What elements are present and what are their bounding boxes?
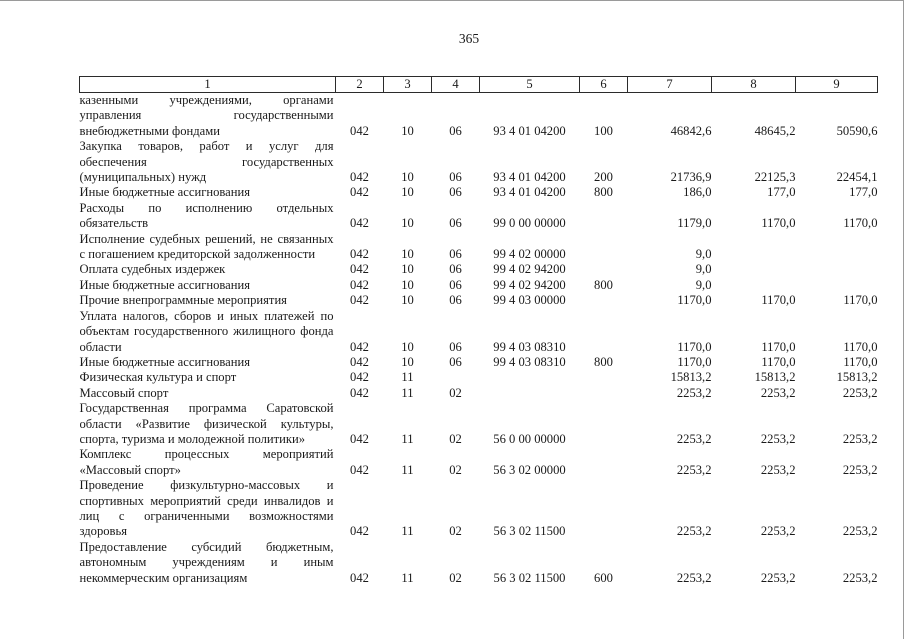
row-cell-c2: 042 — [350, 216, 369, 231]
row-name-cell: Иные бюджетные ассигнования — [79, 185, 251, 200]
row-cell-c6 — [580, 309, 628, 355]
row-cell-c5: 93 4 01 04200 — [493, 185, 566, 200]
table-row — [80, 370, 878, 385]
row-cell-c4: 06 — [449, 170, 462, 185]
col-header-1: 1 — [80, 77, 336, 93]
row-cell-c5: 93 4 01 04200 — [493, 123, 566, 138]
row-cell-c3: 10 — [401, 170, 414, 185]
table-body — [80, 93, 878, 587]
row-cell-c6 — [580, 232, 628, 263]
col-header-3: 3 — [384, 77, 432, 93]
row-cell-c4 — [432, 370, 480, 385]
row-cell-c8: 2253,2 — [760, 431, 796, 446]
table-row — [80, 185, 878, 200]
row-name-cell: Комплекс процессных мероприятий «Массовый спорт» — [79, 447, 334, 477]
row-cell-c6 — [580, 201, 628, 232]
row-cell-c5: 99 0 00 00000 — [493, 216, 566, 231]
row-cell-c7: 9,0 — [695, 247, 712, 262]
row-name-cell: казенными учреждениями, органами управления государственными внебюджетными фондами — [79, 93, 334, 138]
row-cell-c6 — [580, 262, 628, 277]
table-row — [80, 447, 878, 478]
row-cell-c6: 600 — [594, 570, 613, 585]
header-row — [80, 77, 878, 93]
row-cell-c8: 2253,2 — [760, 570, 796, 585]
table-row — [80, 139, 878, 185]
row-cell-c6 — [580, 293, 628, 308]
row-cell-c4: 06 — [449, 262, 462, 277]
table-row — [80, 278, 878, 293]
row-cell-c4: 06 — [449, 339, 462, 354]
row-cell-c6 — [580, 401, 628, 447]
row-cell-c9: 2253,2 — [842, 385, 878, 400]
row-cell-c5: 93 4 01 04200 — [493, 170, 566, 185]
row-cell-c2: 042 — [350, 385, 369, 400]
row-cell-c9: 1170,0 — [843, 216, 878, 231]
row-name-cell: Расходы по исполнению отдельных обязательств — [79, 200, 334, 231]
row-cell-c4: 02 — [449, 385, 462, 400]
row-cell-c5: 56 0 00 00000 — [493, 431, 566, 446]
row-cell-c8 — [712, 232, 796, 263]
row-cell-c8 — [712, 262, 796, 277]
table-row — [80, 401, 878, 447]
row-cell-c4: 02 — [449, 524, 462, 539]
row-cell-c4: 06 — [449, 123, 462, 138]
table-row — [80, 355, 878, 370]
table-row — [80, 386, 878, 401]
row-cell-c9: 1170,0 — [843, 339, 878, 354]
row-cell-c5: 99 4 03 08310 — [493, 354, 566, 369]
row-name-cell: Государственная программа Саратовской области «Развитие физической культуры, спорта, туризма и молодежной политики» — [79, 401, 334, 446]
row-cell-c2: 042 — [350, 262, 369, 277]
col-header-6: 6 — [580, 77, 628, 93]
row-cell-c7: 1179,0 — [677, 216, 712, 231]
row-cell-c5: 99 4 03 08310 — [493, 339, 566, 354]
row-cell-c7: 46842,6 — [670, 123, 712, 138]
row-name-cell: Физическая культура и спорт — [79, 370, 237, 385]
row-cell-c4: 06 — [449, 185, 462, 200]
row-cell-c2: 042 — [350, 462, 369, 477]
row-cell-c8: 15813,2 — [754, 370, 796, 385]
table-row — [80, 232, 878, 263]
row-cell-c2: 042 — [350, 170, 369, 185]
row-cell-c6: 100 — [594, 123, 613, 138]
row-cell-c4: 02 — [449, 462, 462, 477]
row-cell-c7: 9,0 — [695, 262, 712, 277]
col-header-9: 9 — [796, 77, 878, 93]
row-cell-c3: 10 — [401, 247, 414, 262]
row-cell-c2: 042 — [350, 277, 369, 292]
row-cell-c2: 042 — [350, 123, 369, 138]
row-cell-c3: 11 — [401, 462, 414, 477]
row-cell-c3: 11 — [401, 570, 414, 585]
row-cell-c9 — [796, 278, 878, 293]
row-cell-c2: 042 — [350, 339, 369, 354]
row-name-cell: Проведение физкультурно-массовых и спортивных мероприятий среди инвалидов и лиц с ограниченными возможностями здоровья — [79, 478, 334, 539]
row-name-cell: Массовый спорт — [79, 385, 169, 400]
row-cell-c7: 1170,0 — [677, 354, 712, 369]
row-cell-c7: 1170,0 — [677, 339, 712, 354]
row-cell-c2: 042 — [350, 431, 369, 446]
row-cell-c7: 2253,2 — [676, 570, 712, 585]
row-cell-c9: 177,0 — [849, 185, 878, 200]
table-row — [80, 93, 878, 140]
row-cell-c5: 99 4 03 00000 — [493, 293, 566, 308]
row-cell-c3: 10 — [401, 123, 414, 138]
table-row — [80, 540, 878, 586]
row-cell-c3: 10 — [401, 354, 414, 369]
row-name-cell: Предоставление субсидий бюджетным, автономным учреждениям и иным некоммерческим организациям — [79, 539, 334, 585]
row-cell-c9: 2253,2 — [842, 431, 878, 446]
row-cell-c7: 2253,2 — [676, 385, 712, 400]
row-cell-c2: 042 — [350, 354, 369, 369]
row-cell-c4: 06 — [449, 277, 462, 292]
row-cell-c8: 2253,2 — [760, 524, 796, 539]
row-cell-c8: 1170,0 — [761, 293, 796, 308]
row-cell-c8: 177,0 — [767, 185, 796, 200]
row-cell-c5 — [480, 386, 580, 401]
row-cell-c6 — [580, 478, 628, 540]
row-cell-c8: 48645,2 — [754, 123, 796, 138]
row-cell-c3: 10 — [401, 185, 414, 200]
row-cell-c3: 10 — [401, 262, 414, 277]
col-header-4: 4 — [432, 77, 480, 93]
row-cell-c9: 1170,0 — [843, 293, 878, 308]
row-cell-c6: 200 — [594, 170, 613, 185]
row-cell-c8: 1170,0 — [761, 339, 796, 354]
col-header-8: 8 — [712, 77, 796, 93]
row-name-cell: Прочие внепрограммные мероприятия — [79, 293, 287, 308]
row-cell-c5: 99 4 02 94200 — [493, 262, 566, 277]
row-cell-c4: 06 — [449, 354, 462, 369]
row-cell-c3: 11 — [401, 385, 414, 400]
row-cell-c6: 800 — [594, 277, 613, 292]
row-cell-c3: 10 — [401, 216, 414, 231]
row-cell-c6: 800 — [594, 185, 613, 200]
col-header-5: 5 — [480, 77, 580, 93]
row-cell-c8: 1170,0 — [761, 216, 796, 231]
row-cell-c6 — [580, 370, 628, 385]
page-number: 365 — [458, 31, 480, 46]
table-row — [80, 478, 878, 540]
row-cell-c7: 2253,2 — [676, 431, 712, 446]
row-name-cell: Оплата судебных издержек — [79, 262, 226, 277]
row-cell-c3: 10 — [401, 293, 414, 308]
col-header-7: 7 — [628, 77, 712, 93]
row-cell-c9: 50590,6 — [836, 123, 878, 138]
row-cell-c2: 042 — [350, 370, 369, 385]
row-cell-c5: 99 4 02 94200 — [493, 277, 566, 292]
row-cell-c3: 10 — [401, 339, 414, 354]
row-cell-c9 — [796, 232, 878, 263]
row-cell-c2: 042 — [350, 524, 369, 539]
row-cell-c4: 06 — [449, 247, 462, 262]
row-cell-c7: 186,0 — [683, 185, 712, 200]
row-cell-c3: 11 — [401, 431, 414, 446]
row-cell-c7: 9,0 — [695, 277, 712, 292]
row-cell-c3: 10 — [401, 277, 414, 292]
row-cell-c8: 2253,2 — [760, 462, 796, 477]
row-cell-c8: 1170,0 — [761, 354, 796, 369]
row-cell-c9 — [796, 262, 878, 277]
row-cell-c5: 56 3 02 11500 — [493, 570, 566, 585]
row-cell-c9: 2253,2 — [842, 524, 878, 539]
row-cell-c9: 15813,2 — [836, 370, 878, 385]
row-cell-c2: 042 — [350, 570, 369, 585]
row-name-cell: Исполнение судебных решений, не связанных с погашением кредиторской задолженности — [79, 231, 334, 262]
row-cell-c6 — [580, 447, 628, 478]
row-cell-c4: 06 — [449, 293, 462, 308]
row-cell-c3: 11 — [401, 370, 414, 385]
table-row — [80, 293, 878, 308]
budget-table — [79, 76, 878, 586]
row-name-cell: Иные бюджетные ассигнования — [79, 277, 251, 292]
row-cell-c7: 21736,9 — [670, 170, 712, 185]
table-row — [80, 201, 878, 232]
row-name-cell: Закупка товаров, работ и услуг для обеспечения государственных (муниципальных) нужд — [79, 139, 334, 185]
row-cell-c5: 56 3 02 00000 — [493, 462, 566, 477]
row-cell-c6: 800 — [594, 354, 613, 369]
row-cell-c2: 042 — [350, 247, 369, 262]
row-cell-c4: 06 — [449, 216, 462, 231]
row-name-cell: Иные бюджетные ассигнования — [79, 354, 251, 369]
row-cell-c7: 2253,2 — [676, 462, 712, 477]
row-cell-c7: 2253,2 — [676, 524, 712, 539]
row-cell-c2: 042 — [350, 185, 369, 200]
row-cell-c9: 2253,2 — [842, 462, 878, 477]
row-cell-c4: 02 — [449, 431, 462, 446]
row-cell-c5: 56 3 02 11500 — [493, 524, 566, 539]
row-cell-c7: 15813,2 — [670, 370, 712, 385]
row-cell-c8 — [712, 278, 796, 293]
row-cell-c9: 22454,1 — [836, 170, 878, 185]
row-cell-c2: 042 — [350, 293, 369, 308]
row-name-cell: Уплата налогов, сборов и иных платежей по объектам государственного жилищного фонда области — [79, 308, 334, 354]
row-cell-c5: 99 4 02 00000 — [493, 247, 566, 262]
row-cell-c5 — [480, 370, 580, 385]
row-cell-c8: 22125,3 — [754, 170, 796, 185]
row-cell-c9: 1170,0 — [843, 354, 878, 369]
table-row — [80, 309, 878, 355]
table-row — [80, 262, 878, 277]
row-cell-c6 — [580, 386, 628, 401]
row-cell-c4: 02 — [449, 570, 462, 585]
row-cell-c7: 1170,0 — [677, 293, 712, 308]
row-cell-c9: 2253,2 — [842, 570, 878, 585]
row-cell-c8: 2253,2 — [760, 385, 796, 400]
col-header-2: 2 — [336, 77, 384, 93]
row-cell-c3: 11 — [401, 524, 414, 539]
